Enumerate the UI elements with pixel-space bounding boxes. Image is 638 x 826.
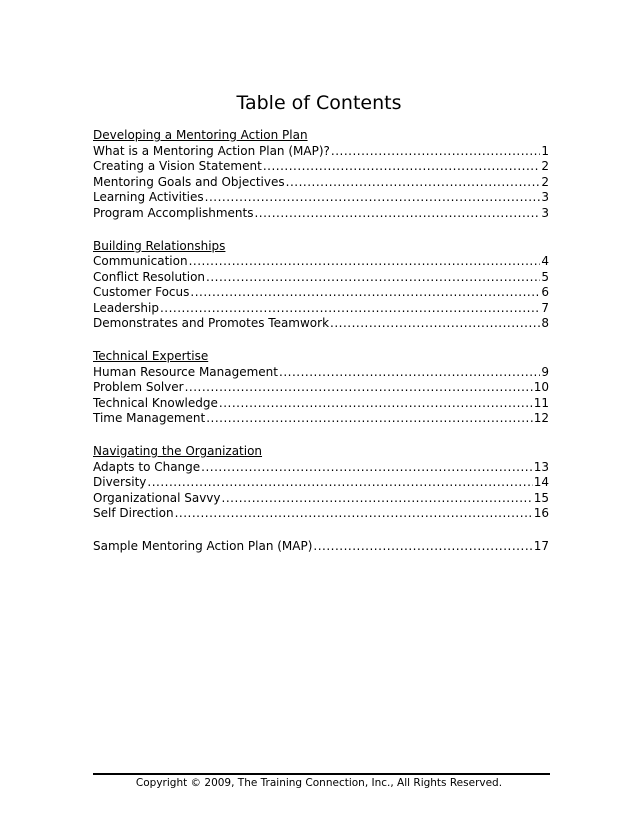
toc-entry xyxy=(93,316,549,332)
page-number: 12 xyxy=(533,411,549,425)
toc-entry xyxy=(93,460,549,476)
toc-entry xyxy=(93,206,549,222)
dot-leader xyxy=(330,316,540,332)
dot-leader xyxy=(205,190,541,206)
toc-entry xyxy=(93,144,549,160)
dot-leader xyxy=(160,301,540,317)
page-number: 17 xyxy=(533,539,549,553)
footer-rule xyxy=(93,773,550,775)
dot-leader xyxy=(185,380,533,396)
dot-leader xyxy=(279,365,540,381)
toc-entry xyxy=(93,270,549,286)
toc-entry xyxy=(93,175,549,191)
dot-leader xyxy=(190,285,540,301)
toc-section xyxy=(93,128,549,221)
page-number: 1 xyxy=(541,143,549,158)
entry-label: Adapts to Change xyxy=(93,459,201,474)
section-heading: Building Relationships xyxy=(93,238,226,253)
entry-label: Mentoring Goals and Objectives xyxy=(93,174,285,189)
page-title: Table of Contents xyxy=(236,92,402,114)
entry-label: Creating a Vision Statement xyxy=(93,159,262,173)
entry-label: Sample Mentoring Action Plan (MAP) xyxy=(93,539,313,553)
dot-leader xyxy=(286,175,541,191)
entry-label: Technical Knowledge xyxy=(93,395,218,410)
section-heading: Navigating the Organization xyxy=(93,444,263,458)
toc-entry xyxy=(93,254,549,270)
dot-leader xyxy=(219,396,533,412)
page-number: 11 xyxy=(533,395,549,410)
page-number: 2 xyxy=(541,159,549,173)
dot-leader xyxy=(206,411,532,427)
entry-label: Program Accomplishments xyxy=(93,205,254,220)
dot-leader xyxy=(189,254,541,270)
toc-entry xyxy=(93,285,549,301)
dot-leader xyxy=(254,206,540,222)
page-number: 16 xyxy=(533,506,549,520)
toc-entry xyxy=(93,380,549,396)
entry-label: Conflict Resolution xyxy=(93,269,206,284)
page-number: 3 xyxy=(541,205,549,220)
toc-entry xyxy=(93,506,549,522)
entry-label: Learning Activities xyxy=(93,190,204,204)
page-number: 5 xyxy=(541,269,549,284)
dot-leader xyxy=(175,506,533,522)
toc-entry xyxy=(93,365,549,381)
toc-entry-sample-map xyxy=(93,539,549,555)
entry-label: Human Resource Management xyxy=(93,364,278,379)
page-number: 13 xyxy=(533,459,549,474)
table-of-contents xyxy=(93,128,549,555)
entry-label: What is a Mentoring Action Plan (MAP)? xyxy=(93,143,330,158)
page-number: 2 xyxy=(541,174,549,189)
entry-label: Self Direction xyxy=(93,506,174,520)
toc-entry xyxy=(93,159,549,175)
page-number: 7 xyxy=(541,300,549,315)
entry-label: Time Management xyxy=(93,411,206,425)
entry-label: Leadership xyxy=(93,300,159,315)
toc-entry xyxy=(93,411,549,427)
toc-section xyxy=(93,349,549,427)
entry-label: Problem Solver xyxy=(93,380,184,394)
dot-leader xyxy=(222,491,533,507)
page-number: 8 xyxy=(541,316,549,330)
page-number: 3 xyxy=(541,190,549,204)
page-number: 15 xyxy=(533,490,549,505)
page-number: 9 xyxy=(541,364,549,379)
copyright-footer: Copyright © 2009, The Training Connection, Inc., All Rights Reserved. xyxy=(135,777,503,789)
entry-label: Organizational Savvy xyxy=(93,490,221,505)
toc-entry xyxy=(93,190,549,206)
entry-label: Customer Focus xyxy=(93,285,190,299)
page-number: 6 xyxy=(541,285,549,299)
page-number: 10 xyxy=(533,380,549,394)
toc-entry xyxy=(93,491,549,507)
dot-leader xyxy=(313,539,532,555)
section-heading: Developing a Mentoring Action Plan xyxy=(93,128,308,142)
section-heading: Technical Expertise xyxy=(93,349,209,363)
toc-section xyxy=(93,444,549,522)
entry-label: Demonstrates and Promotes Teamwork xyxy=(93,316,330,330)
dot-leader xyxy=(331,144,540,160)
page-number: 14 xyxy=(533,475,549,489)
toc-section xyxy=(93,239,549,332)
page-number: 4 xyxy=(541,254,549,268)
dot-leader xyxy=(263,159,541,175)
entry-label: Diversity xyxy=(93,475,147,489)
entry-label: Communication xyxy=(93,254,188,268)
dot-leader xyxy=(206,270,540,286)
toc-entry xyxy=(93,475,549,491)
toc-entry xyxy=(93,396,549,412)
toc-entry xyxy=(93,301,549,317)
dot-leader xyxy=(201,460,533,476)
dot-leader xyxy=(147,475,532,491)
